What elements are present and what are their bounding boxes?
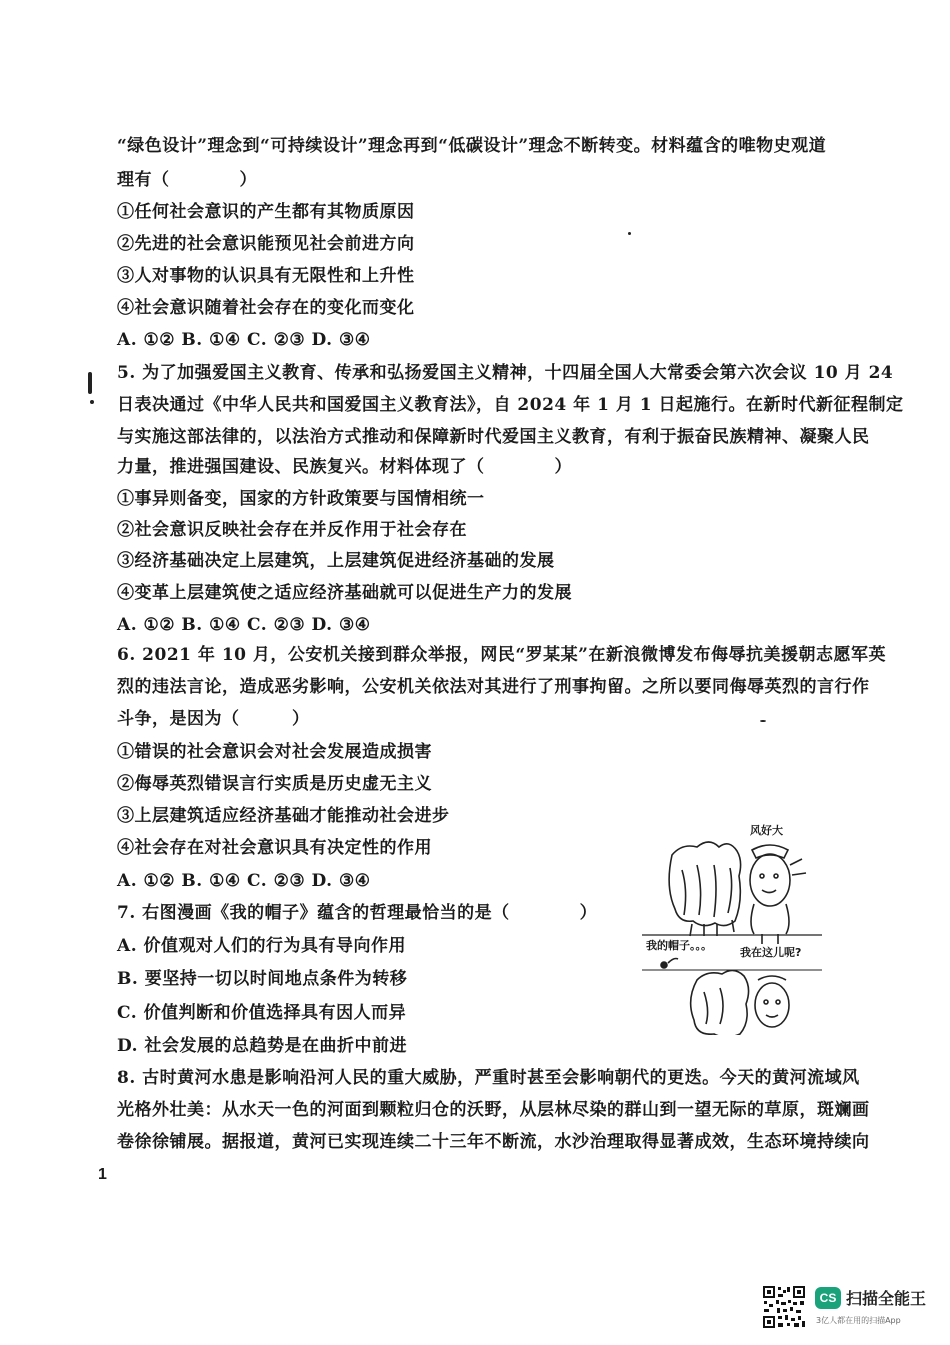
text-line: 卷徐徐铺展。据报道，黄河已实现连续二十三年不断流，水沙治理取得显著成效，生态环境持续向: [117, 1132, 870, 1152]
cartoon-my-hat: [642, 820, 822, 1035]
answer-choices: A. ①② B. ①④ C. ②③ D. ③④: [117, 615, 371, 635]
scan-speck: [90, 400, 94, 404]
cartoon-drawing: [642, 820, 822, 1035]
option-line: B. 要坚持一切以时间地点条件为转移: [117, 969, 408, 989]
scan-speck: [760, 720, 766, 722]
text-line: “绿色设计”理念到“可持续设计”理念再到“低碳设计”理念不断转变。材料蕴含的唯物史观道: [117, 136, 827, 156]
option-line: ③人对事物的认识具有无限性和上升性: [117, 266, 415, 286]
question-5: 5. 为了加强爱国主义教育、传承和弘扬爱国主义精神，十四届全国人大常委会第六次会议 10 月 24: [117, 363, 894, 383]
scan-speck: [88, 372, 92, 394]
text-line: 与实施这部法律的，以法治方式推动和保障新时代爱国主义教育，有利于振奋民族精神、凝聚人民: [117, 427, 870, 447]
option-line: ④社会存在对社会意识具有决定性的作用: [117, 838, 432, 858]
option-line: ①任何社会意识的产生都有其物质原因: [117, 202, 415, 222]
option-line: ③上层建筑适应经济基础才能推动社会进步: [117, 806, 450, 826]
text-line: 烈的违法言论，造成恶劣影响，公安机关依法对其进行了刑事拘留。之所以要同侮辱英烈的言行作: [117, 677, 870, 697]
scanner-app-logo: CS: [815, 1287, 841, 1309]
cartoon-caption-left: 我的帽子。。。: [646, 939, 712, 952]
option-line: A. 价值观对人们的行为具有导向作用: [117, 936, 407, 956]
scanner-app-name: 扫描全能王: [846, 1289, 927, 1308]
option-line: ③经济基础决定上层建筑，上层建筑促进经济基础的发展: [117, 551, 555, 571]
text-line: 力量，推进强国建设、民族复兴。材料体现了（ ）: [117, 457, 572, 477]
option-line: ②侮辱英烈错误言行实质是历史虚无主义: [117, 774, 432, 794]
option-line: C. 价值判断和价值选择具有因人而异: [117, 1003, 407, 1023]
question-6: 6. 2021 年 10 月，公安机关接到群众举报，网民“罗某某”在新浪微博发布侮辱抗美援朝志愿军英: [117, 645, 886, 665]
option-line: ④社会意识随着社会存在的变化而变化: [117, 298, 415, 318]
text-line: 理有（ ）: [117, 170, 257, 190]
option-line: ①错误的社会意识会对社会发展造成损害: [117, 742, 432, 762]
question-7: 7. 右图漫画《我的帽子》蕴含的哲理最恰当的是（ ）: [117, 903, 598, 923]
cartoon-caption-top: 风好大: [750, 824, 783, 837]
option-line: ④变革上层建筑使之适应经济基础就可以促进生产力的发展: [117, 583, 572, 603]
text-line: 光格外壮美：从水天一色的河面到颗粒归仓的沃野，从层林尽染的群山到一望无际的草原，斑斓画: [117, 1100, 870, 1120]
option-line: ②社会意识反映社会存在并反作用于社会存在: [117, 520, 467, 540]
answer-choices: A. ①② B. ①④ C. ②③ D. ③④: [117, 871, 371, 891]
question-8: 8. 古时黄河水患是影响沿河人民的重大威胁，严重时甚至会影响朝代的更迭。今天的黄河流域风: [117, 1068, 860, 1088]
answer-choices: A. ①② B. ①④ C. ②③ D. ③④: [117, 330, 371, 350]
qr-code-icon: [762, 1285, 806, 1329]
option-line: ②先进的社会意识能预见社会前进方向: [117, 234, 415, 254]
scan-speck: [628, 232, 631, 235]
scanner-app-tagline: 3亿人都在用的扫描App: [816, 1316, 901, 1325]
option-line: D. 社会发展的总趋势是在曲折中前进: [117, 1036, 407, 1056]
cartoon-caption-right: 我在这儿呢?: [740, 946, 802, 959]
option-line: ①事异则备变，国家的方针政策要与国情相统一: [117, 489, 485, 509]
page-number: 1: [98, 1166, 107, 1183]
text-line: 斗争，是因为（ ）: [117, 709, 310, 729]
text-line: 日表决通过《中华人民共和国爱国主义教育法》，自 2024 年 1 月 1 日起施行。在新时代新征程制定: [117, 395, 904, 415]
